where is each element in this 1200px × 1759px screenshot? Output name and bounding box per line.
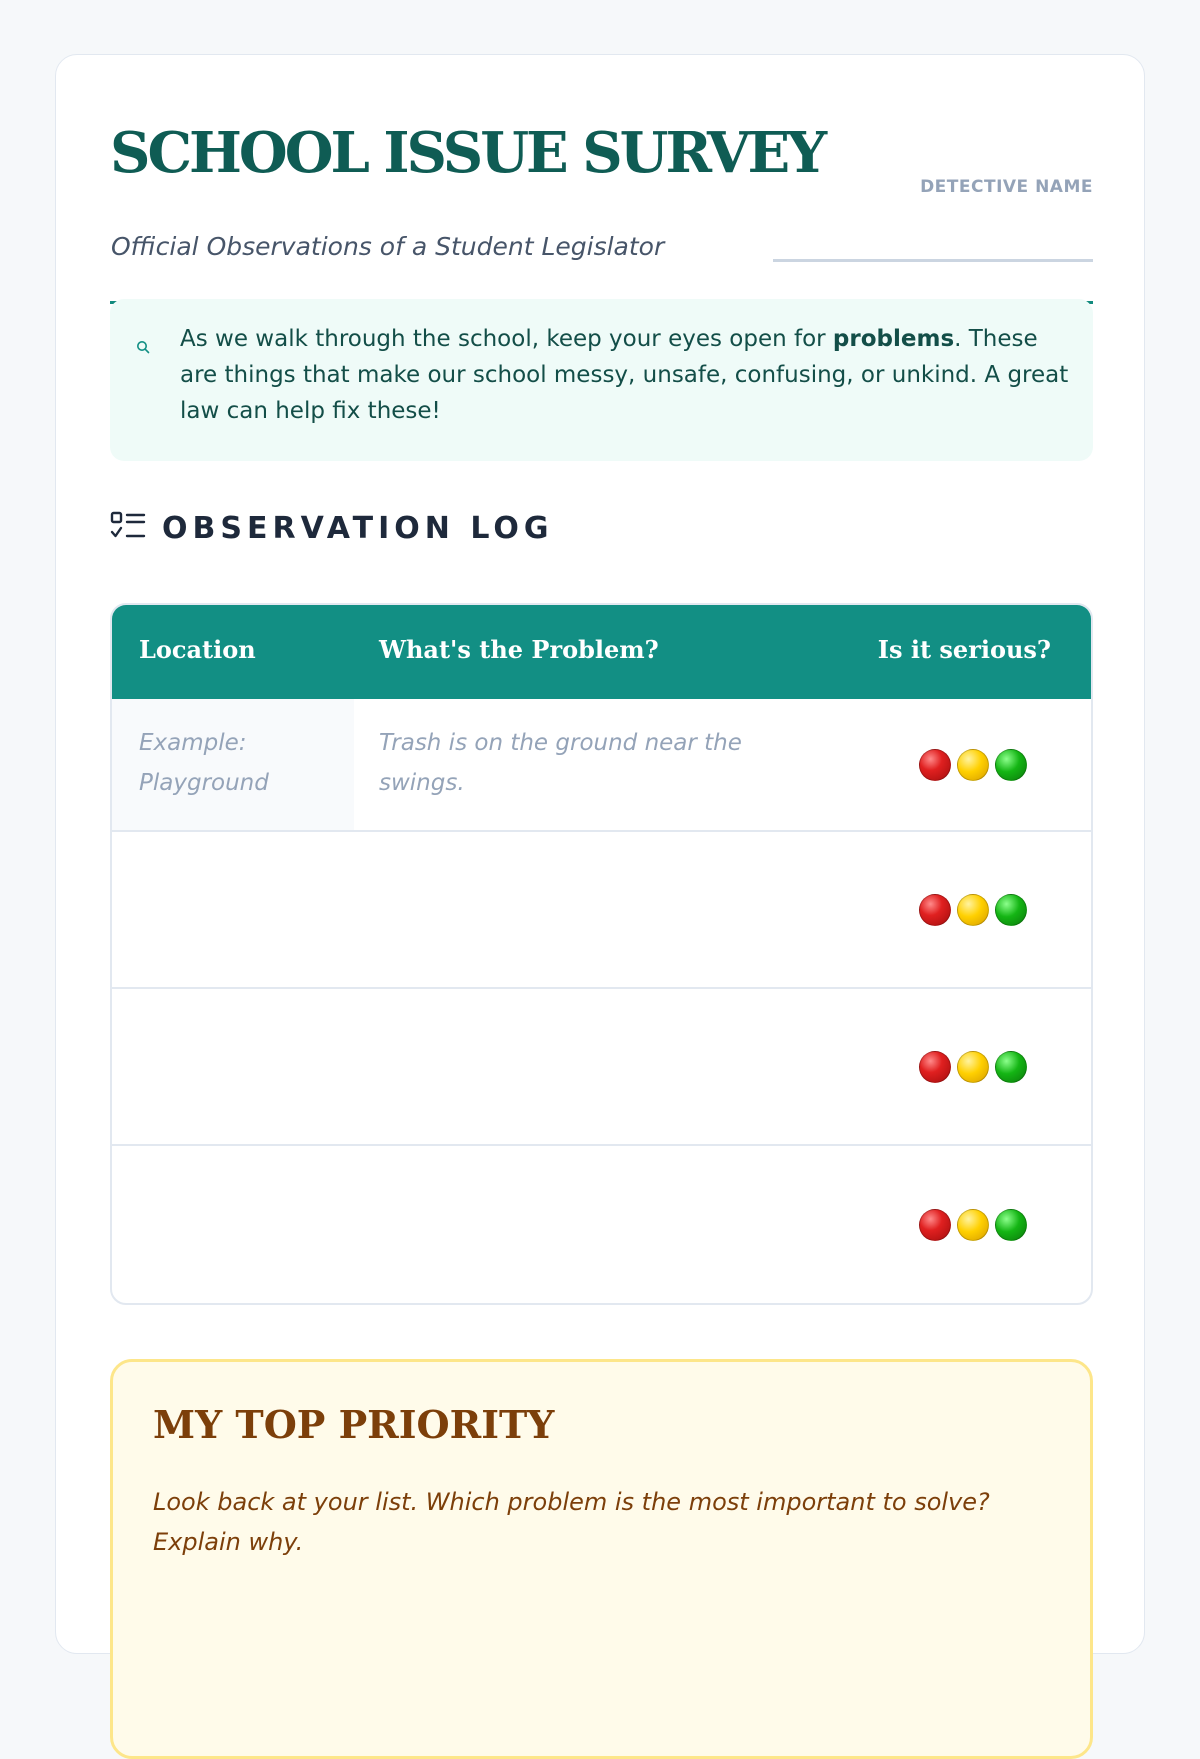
search-icon	[136, 339, 150, 353]
intro-emphasis: problems	[832, 326, 955, 352]
problem-cell[interactable]	[354, 832, 834, 987]
severity-rating	[919, 749, 1027, 781]
location-cell[interactable]	[112, 832, 352, 987]
yellow-circle-icon[interactable]	[957, 1051, 989, 1083]
location-cell[interactable]	[112, 989, 352, 1144]
green-circle-icon[interactable]	[995, 1209, 1027, 1241]
priority-prompt: Look back at your list. Which problem is the most important to solve? Explain why.	[153, 1488, 990, 1556]
green-circle-icon[interactable]	[995, 894, 1027, 926]
intro-callout	[110, 299, 1093, 461]
table-row	[112, 989, 1091, 1146]
yellow-circle-icon	[957, 749, 989, 781]
intro-text: As we walk through the school, keep your eyes open for problems. These are things that make our school messy, unsafe, confusing, or unkind. A great law can help fix these!	[180, 326, 1069, 424]
yellow-circle-icon[interactable]	[957, 894, 989, 926]
detective-name-label: DETECTIVE NAME	[920, 177, 1093, 197]
checklist-icon	[110, 510, 146, 546]
problem-cell[interactable]	[354, 989, 834, 1144]
red-circle-icon[interactable]	[919, 1209, 951, 1241]
page-subtitle: Official Observations of a Student Legislator	[111, 232, 665, 261]
table-row	[112, 832, 1091, 989]
top-priority-box	[110, 1359, 1093, 1759]
red-circle-icon	[919, 749, 951, 781]
severity-rating	[919, 1209, 1027, 1241]
problem-cell[interactable]	[354, 1146, 834, 1303]
table-header	[112, 605, 1091, 699]
example-location: Example: Playground	[139, 730, 269, 796]
survey-header	[110, 113, 1093, 304]
column-header-problem: What's the Problem?	[379, 635, 659, 664]
green-circle-icon[interactable]	[995, 1051, 1027, 1083]
priority-title: MY TOP PRIORITY	[153, 1402, 555, 1447]
example-problem: Trash is on the ground near the swings.	[379, 730, 742, 796]
observation-heading	[110, 508, 554, 548]
red-circle-icon[interactable]	[919, 1051, 951, 1083]
red-circle-icon[interactable]	[919, 894, 951, 926]
section-title: OBSERVATION LOG	[162, 510, 554, 546]
observation-table	[110, 603, 1093, 1305]
location-cell[interactable]	[112, 1146, 352, 1303]
column-header-serious: Is it serious?	[877, 635, 1051, 664]
yellow-circle-icon[interactable]	[957, 1209, 989, 1241]
table-row	[112, 1146, 1091, 1303]
example-row	[112, 699, 1091, 832]
column-header-location: Location	[139, 635, 256, 664]
severity-rating	[919, 894, 1027, 926]
green-circle-icon	[995, 749, 1027, 781]
detective-name-field[interactable]	[773, 259, 1093, 262]
survey-card	[55, 54, 1145, 1654]
severity-rating	[919, 1051, 1027, 1083]
page-title: SCHOOL ISSUE SURVEY	[110, 120, 825, 186]
